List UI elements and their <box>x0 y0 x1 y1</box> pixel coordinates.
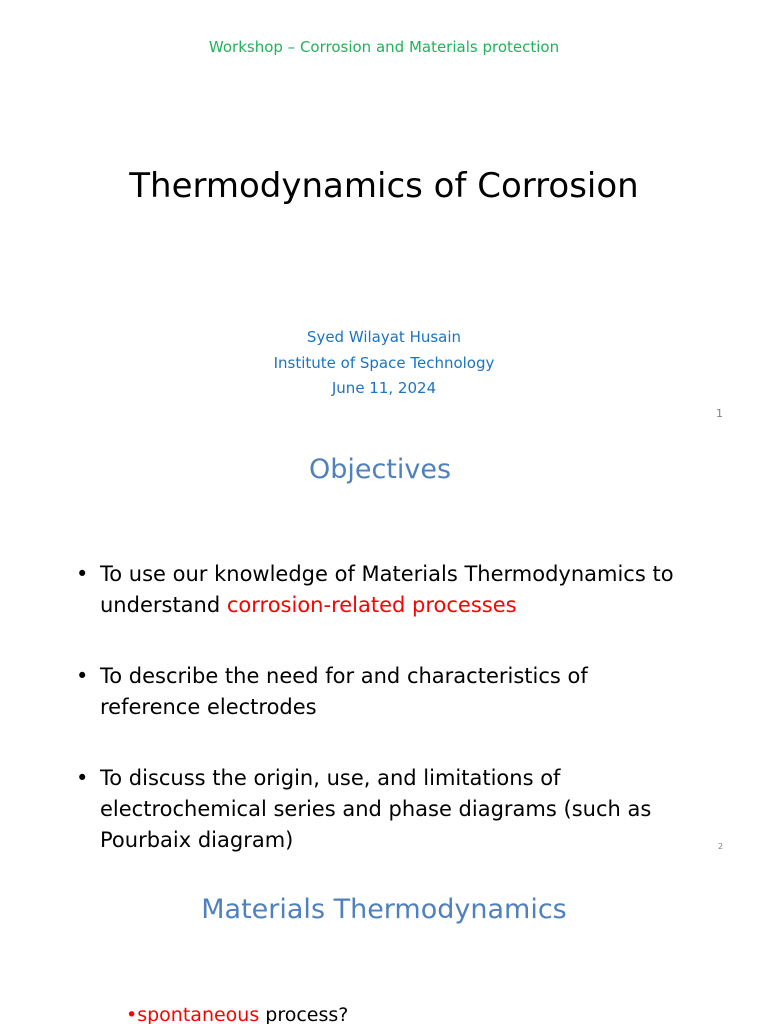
bullet-icon: • <box>76 766 89 790</box>
materials-thermodynamics-heading: Materials Thermodynamics <box>201 894 567 925</box>
bullet-icon: • <box>76 664 89 688</box>
main-title: Thermodynamics of Corrosion <box>129 166 639 206</box>
workshop-banner: Workshop – Corrosion and Materials protection <box>208 38 560 56</box>
author-date: June 11, 2024 <box>331 379 437 397</box>
objective-text-plain: To use our knowledge of Materials Thermodynamics to understand <box>100 562 674 617</box>
list-item <box>76 661 676 723</box>
author-name: Syed Wilayat Husain <box>306 328 462 346</box>
list-item <box>76 763 676 856</box>
objective-highlight: corrosion-related processes <box>226 593 517 617</box>
bullet-icon: • <box>126 1004 138 1024</box>
list-item <box>76 559 676 621</box>
slide-number: 1 <box>716 407 723 420</box>
bullet-text: process? <box>259 1004 349 1024</box>
author-institute: Institute of Space Technology <box>273 354 495 372</box>
bullet-highlight: spontaneous <box>137 1004 260 1024</box>
objectives-heading: Objectives <box>308 454 452 485</box>
objective-text: To discuss the origin, use, and limitations of electrochemical series and phase diagrams (such as Pourbaix diagram) <box>100 766 652 852</box>
slide-number: 2 <box>718 842 724 851</box>
list-item <box>126 1000 348 1024</box>
bullet-icon: • <box>76 562 89 586</box>
objective-text: To describe the need for and characteristics of reference electrodes <box>100 664 588 719</box>
objective-text <box>100 559 676 621</box>
